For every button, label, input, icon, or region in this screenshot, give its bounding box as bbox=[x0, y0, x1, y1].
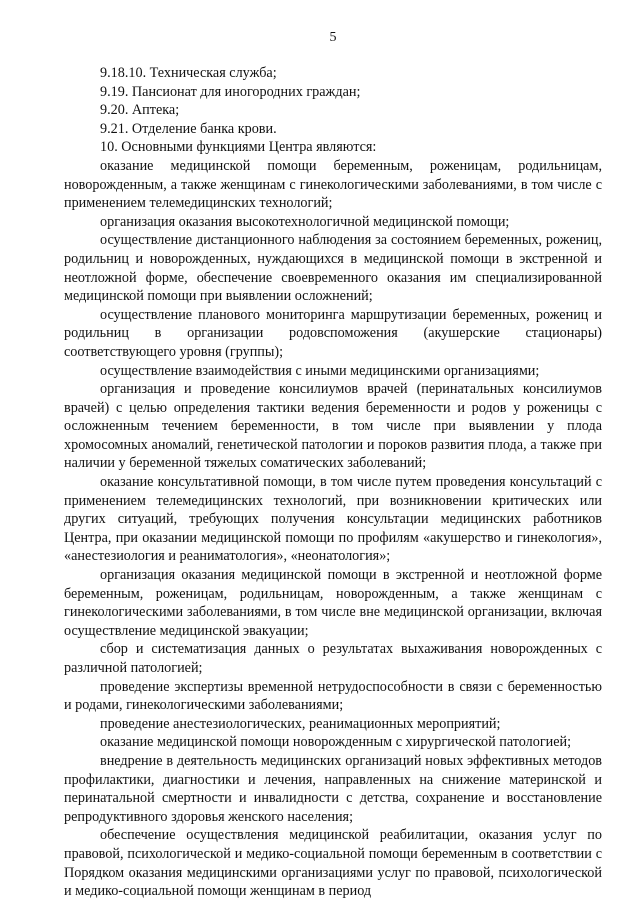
function-paragraph: оказание медицинской помощи новорожденным с хирургической патологией; bbox=[100, 734, 572, 751]
function-paragraph: осуществление взаимодействия с иными медицинскими организациями; bbox=[100, 362, 540, 379]
function-paragraph: осуществление дистанционного наблюдения за состоянием беременных, рожениц, родильниц и новорожденных, нуждающихся в медицинской помощи в экстренной и неотложной форме, обеспечение своевременного оказания им специализированной медицинской помощи при выявлении осложнений; bbox=[64, 232, 602, 305]
function-paragraph: осуществление планового мониторинга маршрутизации беременных, рожениц и родильниц в организации родовспоможения (акушерские стационары) соответствующего уровня (группы); bbox=[64, 306, 602, 360]
section-heading-10: 10. Основными функциями Центра являются: bbox=[100, 139, 377, 156]
list-item-9-19: 9.19. Пансионат для иногородних граждан; bbox=[100, 83, 361, 100]
function-paragraph: оказание консультативной помощи, в том числе путем проведения консультаций с применением телемедицинских технологий, при возникновении критических или других ситуаций, требующих получения консультации медицинских работников Центра, при оказании медицинской помощи по профилям «акушерство и гинекология», «анестезиология и реаниматология», «неонатология»; bbox=[64, 474, 602, 565]
function-paragraph: обеспечение осуществления медицинской реабилитации, оказания услуг по правовой, психологической и медико-социальной помощи беременным в соответствии с Порядком оказания медицинскими организациями услуг по правовой, психологической и медико-социальной помощи женщинам в период bbox=[64, 827, 602, 900]
function-paragraph: организация оказания высокотехнологичной медицинской помощи; bbox=[100, 213, 510, 230]
function-paragraph: проведение анестезиологических, реанимационных мероприятий; bbox=[100, 715, 501, 732]
list-item-9-21: 9.21. Отделение банка крови. bbox=[100, 120, 277, 137]
function-paragraph: сбор и систематизация данных о результатах выхаживания новорожденных с различной патологией; bbox=[64, 641, 602, 676]
list-item-9-18-10: 9.18.10. Техническая служба; bbox=[100, 65, 277, 81]
page-number: 5 bbox=[329, 30, 337, 45]
list-item-9-20: 9.20. Аптека; bbox=[100, 102, 180, 119]
function-paragraph: организация оказания медицинской помощи в экстренной и неотложной форме беременным, роженицам, родильницам, новорожденным, а также женщинам с гинекологическими заболеваниями, в том числе вне медицинской организации, включая осуществление медицинской эвакуации; bbox=[64, 567, 602, 639]
function-paragraph: проведение экспертизы временной нетрудоспособности в связи с беременностью и родами, гинекологическими заболеваниями; bbox=[64, 678, 602, 714]
function-paragraph: оказание медицинской помощи беременным, роженицам, родильницам, новорожденным, а также женщинам с гинекологическими заболеваниями, в том числе с применением телемедицинских технологий; bbox=[64, 157, 602, 212]
function-paragraph: организация и проведение консилиумов врачей (перинатальных консилиумов врачей) с целью определения тактики ведения беременности и родов у роженицы с осложненным течением беременности, в том числе при выявлении у плода хромосомных аномалий, генетической патологии и пороков развития плода, а также при наличии у беременной тяжелых соматических заболеваний; bbox=[64, 381, 602, 472]
function-paragraph: внедрение в деятельность медицинских организаций новых эффективных методов профилактики, диагностики и лечения, направленных на снижение материнской и перинатальной смертности и инвалидности с детства, сохранение и восстановление репродуктивного здоровья женского населения; bbox=[64, 752, 602, 825]
